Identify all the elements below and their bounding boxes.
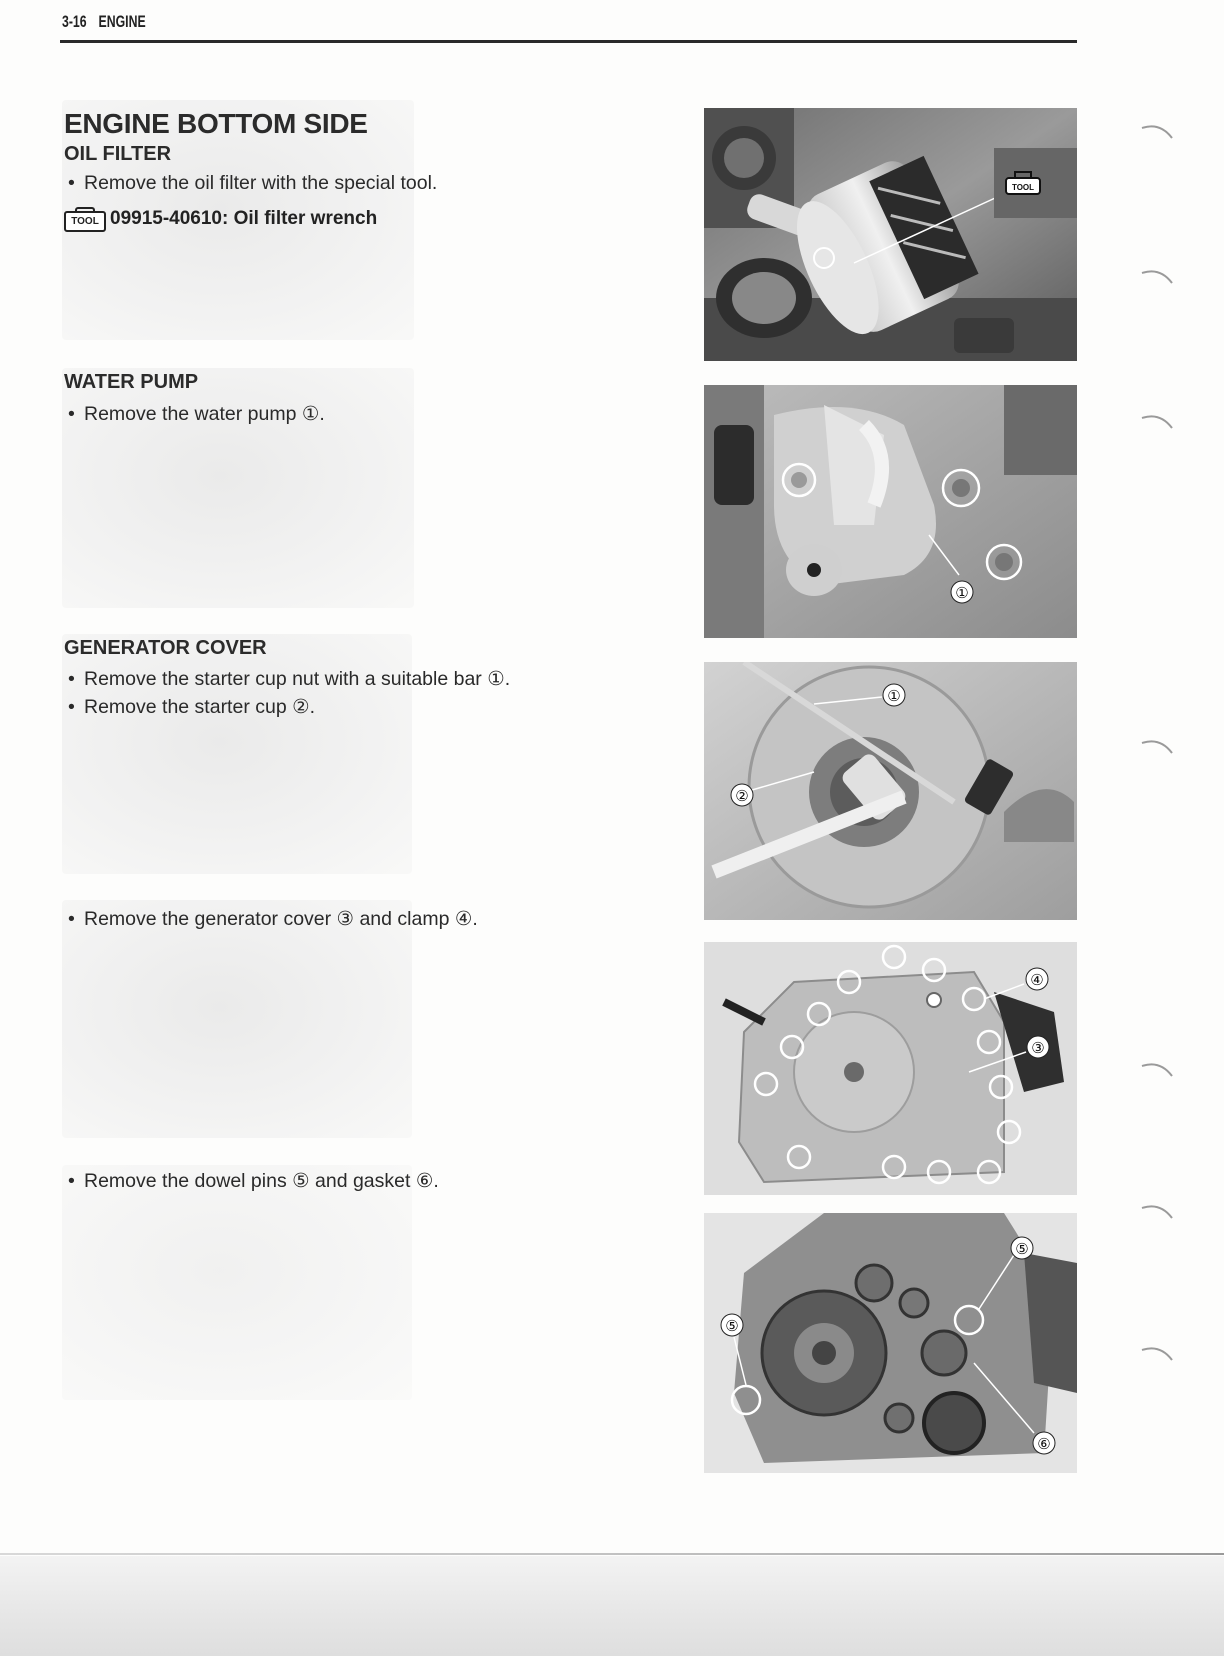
- starter-cup-photo: [704, 662, 1077, 920]
- step-text: Remove the water pump ①.: [84, 403, 325, 425]
- callout-5-right: ⑤: [1015, 1240, 1029, 1258]
- section-title: ENGINE BOTTOM SIDE: [64, 108, 368, 139]
- margin-tab-mark: [1140, 1058, 1180, 1078]
- svg-text:TOOL: TOOL: [1011, 183, 1035, 192]
- step-text: Remove the oil filter with the special tool.: [84, 172, 438, 194]
- callout-6: ⑥: [1037, 1435, 1051, 1453]
- margin-tab-mark: [1140, 410, 1180, 430]
- page-bottom-edge: [0, 1553, 1224, 1555]
- callout-2: ②: [735, 787, 749, 805]
- generator-cover-step-1: [68, 667, 510, 691]
- scan-shadow: [0, 1556, 1224, 1656]
- tool-number-text: 09915-40610: Oil filter wrench: [110, 208, 378, 229]
- generator-cover-photo: [704, 942, 1077, 1195]
- bleed-through-panel: [62, 900, 412, 1138]
- generator-cover-step-2: [68, 695, 315, 719]
- step-text: Remove the generator cover ③ and clamp ④.: [84, 908, 478, 930]
- water-pump-photo: [704, 385, 1077, 638]
- tool-case-icon: [64, 206, 104, 232]
- chapter-title: ENGINE: [98, 12, 147, 31]
- bullet-dot-icon: •: [68, 696, 75, 718]
- callout-4: ④: [1030, 971, 1044, 989]
- water-pump-step-1: [68, 402, 325, 426]
- bullet-dot-icon: •: [68, 172, 75, 194]
- oil-filter-heading: OIL FILTER: [64, 143, 172, 165]
- callout-1: ①: [887, 687, 901, 705]
- margin-tab-mark: [1140, 265, 1180, 285]
- step-text: Remove the starter cup nut with a suitable bar ①.: [84, 668, 511, 690]
- margin-tab-mark: [1140, 1200, 1180, 1220]
- step-text: Remove the dowel pins ⑤ and gasket ⑥.: [84, 1170, 439, 1192]
- special-tool-line: [64, 206, 377, 232]
- bullet-dot-icon: •: [68, 403, 75, 425]
- bullet-dot-icon: •: [68, 908, 75, 930]
- margin-tab-mark: [1140, 1342, 1180, 1362]
- callout-5-left: ⑤: [725, 1317, 739, 1335]
- tool-badge-label: TOOL: [64, 211, 106, 232]
- bullet-dot-icon: •: [68, 668, 75, 690]
- page-ref: 3-16: [62, 12, 87, 31]
- water-pump-heading: WATER PUMP: [64, 371, 199, 393]
- generator-cover-step-3: [68, 907, 478, 931]
- step-text: Remove the starter cup ②.: [84, 696, 315, 718]
- margin-tab-mark: [1140, 735, 1180, 755]
- generator-cover-heading: GENERATOR COVER: [64, 637, 267, 659]
- dowel-pins-photo: [704, 1213, 1077, 1473]
- oil-filter-step-1: [68, 172, 437, 195]
- margin-tab-mark: [1140, 120, 1180, 140]
- callout-1: ①: [955, 584, 969, 602]
- page-header-text: [62, 12, 154, 32]
- oil-filter-photo: [704, 108, 1077, 361]
- bleed-through-panel: [62, 1165, 412, 1400]
- bullet-dot-icon: •: [68, 1170, 75, 1192]
- header-rule: [60, 40, 1077, 43]
- callout-3: ③: [1031, 1039, 1045, 1057]
- generator-cover-step-4: [68, 1169, 439, 1193]
